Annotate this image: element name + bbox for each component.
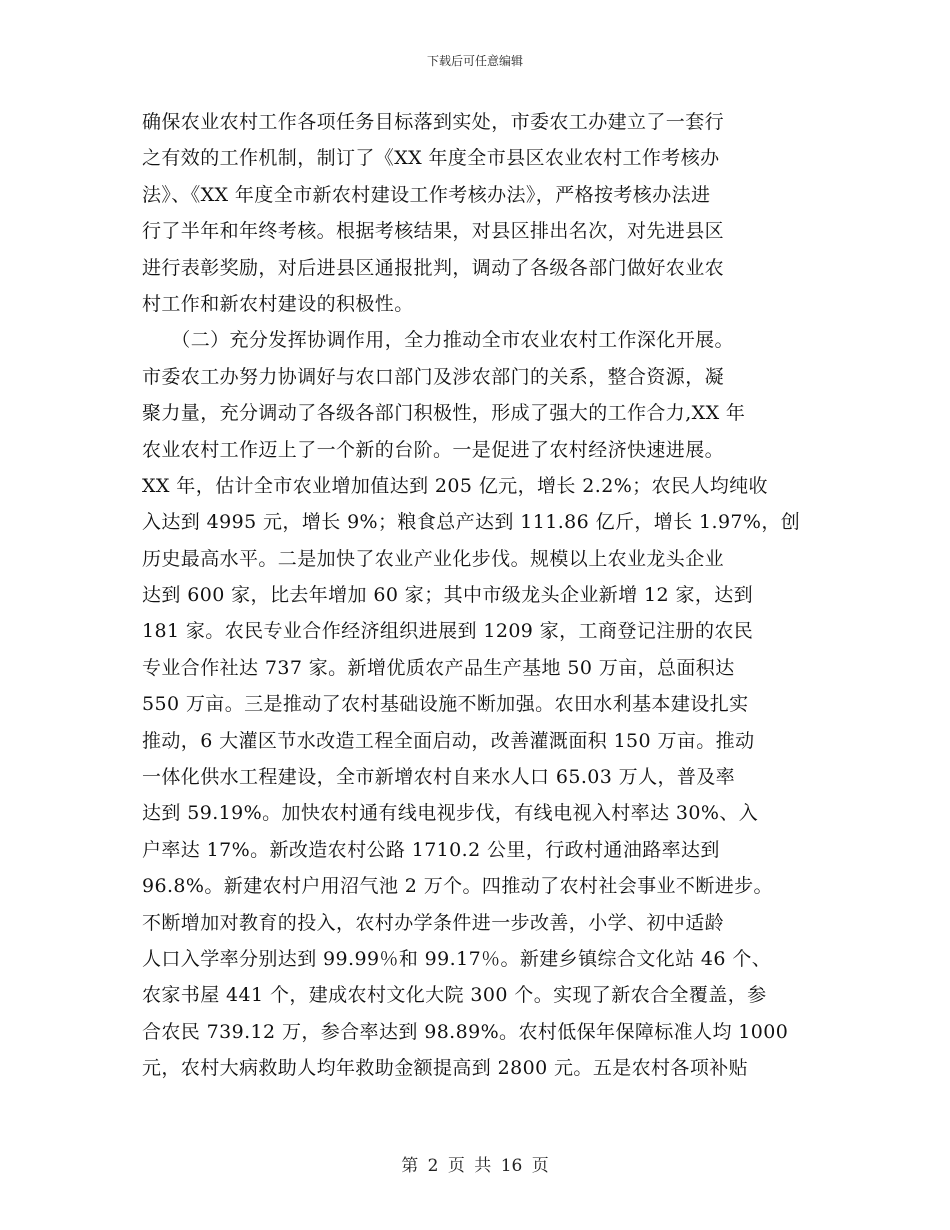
body-line: 181 家。农民专业合作经济组织进展到 1209 家，工商登记注册的农民 [142,620,754,643]
document-body [142,104,814,1087]
body-line: 550 万亩。三是推动了农村基础设施不断加强。农田水利基本建设扎实 [142,693,749,716]
body-line: 不断增加对教育的投入，农村办学条件进一步改善，小学、初中适龄 [142,911,725,934]
body-line: （二）充分发挥协调作用，全力推动全市农业农村工作深化开展。 [142,329,734,352]
header-note: 下载后可任意编辑 [426,54,523,68]
body-line: 村工作和新农村建设的积极性。 [142,292,414,315]
body-line: 户率达 17%。新改造农村公路 1710.2 公里，行政村通油路率达到 [142,838,720,861]
body-line: 确保农业农村工作各项任务目标落到实处，市委农工办建立了一套行 [142,111,725,133]
body-line: 专业合作社达 737 家。新增优质农产品生产基地 50 万亩，总面积达 [142,656,735,679]
body-line: 元，农村大病救助人均年救助金额提高到 2800 元。五是农村各项补贴 [142,1057,749,1080]
body-line: 人口入学率分别达到 99.99％和 99.17％。新建乡镇综合文化站 46 个、 [142,947,772,970]
body-line: 推动，6 大灌区节水改造工程全面启动，改善灌溉面积 150 万亩。推动 [142,729,755,752]
body-line: 行了半年和年终考核。根据考核结果，对县区排出名次，对先进县区 [142,220,725,243]
body-line: 市委农工办努力协调好与农口部门及涉农部门的关系，整合资源，凝 [142,365,725,388]
body-line: 一体化供水工程建设，全市新增农村自来水人口 65.03 万人，普及率 [142,766,736,789]
body-line: 法》、《XX 年度全市新农村建设工作考核办法》，严格按考核办法进 [142,183,711,206]
body-line: 达到 59.19%。加快农村通有线电视步伐，有线电视入村率达 30%、入 [142,802,759,825]
body-line: 达到 600 家，比去年增加 60 家；其中市级龙头企业新增 12 家，达到 [142,584,754,607]
page-number-footer: 第 2 页 共 16 页 [401,1156,549,1176]
body-line: 入达到 4995 元，增长 9%；粮食总产达到 111.86 亿斤，增长 1.97%，创 [142,511,801,534]
body-line: XX 年，估计全市农业增加值达到 205 亿元，增长 2.2%；农民人均纯收 [142,474,768,497]
body-line: 历史最高水平。二是加快了农业产业化步伐。规模以上农业龙头企业 [142,547,725,570]
body-line: 农家书屋 441 个，建成农村文化大院 300 个。实现了新农合全覆盖，参 [142,984,767,1007]
body-line: 合农民 739.12 万，参合率达到 98.89%。农村低保年保障标准人均 1000 [142,1020,789,1043]
body-line: 96.8%。新建农村户用沼气池 2 万个。四推动了农村社会事业不断进步。 [142,875,773,898]
body-line: 进行表彰奖励，对后进县区通报批判，调动了各级各部门做好农业农 [142,256,725,279]
body-line: 之有效的工作机制，制订了《XX 年度全市县区农业农村工作考核办 [142,147,720,170]
body-line: 聚力量，充分调动了各级各部门积极性，形成了强大的工作合力,XX 年 [142,402,746,425]
body-line: 农业农村工作迈上了一个新的台阶。一是促进了农村经济快速进展。 [142,438,725,461]
